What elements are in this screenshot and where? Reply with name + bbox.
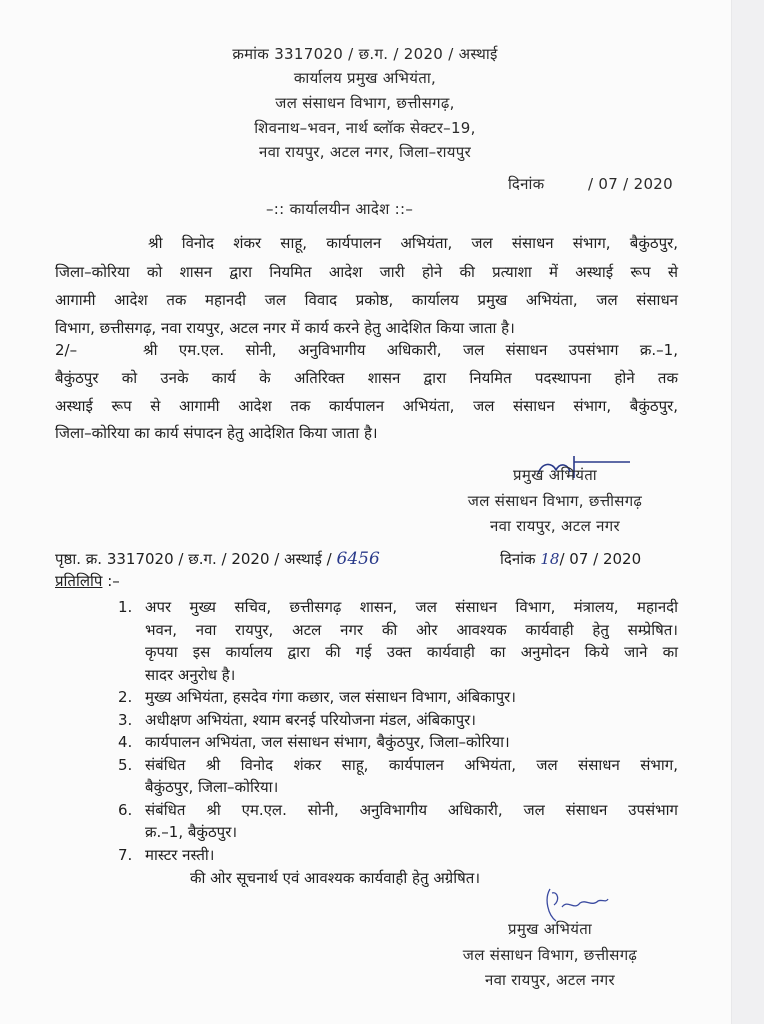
- text: आगामी आदेश तक महानदी जल विवाद प्रकोष्ठ, कार्यालय प्रमुख अभियंता, जल संसाधन: [55, 291, 678, 309]
- copy-list-number: 7.: [118, 845, 133, 864]
- copy-list-item-line: [145, 732, 510, 752]
- copy-list-item-line: [145, 642, 678, 662]
- order-title: [266, 199, 413, 219]
- paragraph-1-line: [55, 262, 678, 282]
- signatory-title-1: प्रमुख अभियंता: [513, 466, 597, 484]
- text: बैकुंठपुर, जिला–कोरिया।: [145, 778, 279, 796]
- address-line-1: शिवनाथ–भवन, नार्थ ब्लॉक सेक्टर–19,: [254, 119, 476, 137]
- text: सादर अनुरोध है।: [145, 665, 236, 684]
- endorsement-ref: [55, 549, 380, 569]
- copy-list-item-line: [145, 620, 678, 640]
- copy-list-number: 5.: [118, 755, 133, 774]
- text: क्र.–1, बैकुंठपुर।: [145, 823, 238, 841]
- text: संबंधित श्री एम.एल. सोनी, अनुविभागीय अधिकारी, जल संसाधन उपसंभाग: [145, 800, 678, 819]
- text: भवन, नवा रायपुर, अटल नगर की ओर आवश्यक कार्यवाही हेतु सम्प्रेषित।: [145, 620, 678, 639]
- copy-suffix: :–: [102, 572, 120, 590]
- text: मास्टर नस्ती।: [145, 845, 215, 864]
- endorsement-date: [500, 549, 641, 569]
- text: श्री एम.एल. सोनी, अनुविभागीय अधिकारी, जल संसाधन उपसंभाग क्र.–1,: [143, 341, 678, 359]
- paragraph-2-marker: 2/–: [55, 341, 78, 359]
- department-name: जल संसाधन विभाग, छत्तीसगढ़,: [275, 94, 455, 112]
- endorsement-ref-text: पृष्ठा. क्र. 3317020 / छ.ग. / 2020 / अस्थाई /: [55, 550, 332, 568]
- order-title-text: –:: कार्यालयीन आदेश ::–: [266, 200, 414, 218]
- office-name: कार्यालय प्रमुख अभियंता,: [293, 69, 437, 87]
- text: अस्थाई रूप से आगामी आदेश तक कार्यपालन अभियंता, जल संसाधन संभाग, बैकुंठपुर,: [55, 397, 678, 415]
- copy-list-item-line: [145, 845, 214, 865]
- text: जिला–कोरिया को शासन द्वारा नियमित आदेश जारी होने की प्रत्याशा में अस्थाई रूप से: [55, 263, 678, 281]
- copy-list-number: 4.: [118, 733, 133, 751]
- signatory-title-2: प्रमुख अभियंता: [508, 920, 592, 938]
- paragraph-2-line: [143, 340, 678, 360]
- endorsement-date-rest: / 07 / 2020: [559, 550, 642, 568]
- copy-list-item-line: [145, 665, 235, 685]
- text: संबंधित श्री विनोद शंकर साहू, कार्यपालन अभियंता, जल संसाधन संभाग,: [145, 755, 678, 774]
- date-value: / 07 / 2020: [588, 175, 673, 193]
- handwritten-dispatch-number: 6456: [336, 549, 380, 569]
- date-label: दिनांक: [508, 175, 545, 193]
- signatory-place-1: नवा रायपुर, अटल नगर: [490, 517, 620, 535]
- copy-list-item-line: [145, 800, 678, 820]
- signatory-place-2: नवा रायपुर, अटल नगर: [485, 971, 615, 989]
- endorsement-date-label: दिनांक: [500, 550, 536, 568]
- forward-note: की ओर सूचनार्थ एवं आवश्यक कार्यवाही हेतु अग्रेषित।: [190, 869, 481, 887]
- copy-list-item-line: [145, 710, 476, 730]
- text: अधीक्षण अभियंता, श्याम बरनई परियोजना मंडल, अंबिकापुर।: [145, 710, 476, 729]
- copy-list-item-line: [145, 597, 678, 617]
- copy-list-item-line: [145, 687, 516, 707]
- paragraph-2-line: [55, 396, 678, 416]
- paragraph-1-line: विभाग, छत्तीसगढ़, नवा रायपुर, अटल नगर में कार्य करने हेतु आदेशित किया जाता है।: [55, 319, 515, 337]
- copy-heading: [55, 571, 120, 591]
- order-number: क्रमांक 3317020 / छ.ग. / 2020 / अस्थाई: [232, 45, 498, 63]
- text: श्री विनोद शंकर साहू, कार्यपालन अभियंता, जल संसाधन संभाग, बैकुंठपुर,: [148, 234, 678, 252]
- copy-list-item-line: [145, 822, 237, 842]
- paragraph-2-line: जिला–कोरिया का कार्य संपादन हेतु आदेशित किया जाता है।: [55, 424, 378, 442]
- address-line-2: नवा रायपुर, अटल नगर, जिला–रायपुर: [258, 143, 472, 161]
- signatory-dept-2: जल संसाधन विभाग, छत्तीसगढ़: [462, 946, 638, 964]
- copy-list-number: 6.: [118, 800, 133, 819]
- signatory-dept-1: जल संसाधन विभाग, छत्तीसगढ़: [467, 492, 643, 510]
- viewer-side-strip: [731, 0, 764, 1024]
- handwritten-day: 18: [540, 550, 560, 568]
- copy-list-item-line: [145, 755, 678, 775]
- text: कृपया इस कार्यालय द्वारा की गई उक्त कार्यवाही का अनुमोदन किये जाने का: [145, 643, 678, 661]
- paragraph-1-line: [55, 290, 678, 310]
- copy-list-number: 1.: [118, 598, 133, 616]
- text: बैकुंठपुर को उनके कार्य के अतिरिक्त शासन द्वारा नियमित पदस्थापना होने तक: [55, 369, 678, 387]
- copy-label: प्रतिलिपि: [55, 572, 103, 590]
- copy-list-number: 2.: [118, 688, 133, 706]
- paragraph-1-line: [148, 233, 678, 253]
- paragraph-2-line: [55, 368, 678, 388]
- text: अपर मुख्य सचिव, छत्तीसगढ़ शासन, जल संसाधन विभाग, मंत्रालय, महानदी: [145, 598, 678, 616]
- text: कार्यपालन अभियंता, जल संसाधन संभाग, बैकुंठपुर, जिला–कोरिया।: [145, 733, 510, 751]
- text: मुख्य अभियंता, हसदेव गंगा कछार, जल संसाधन विभाग, अंबिकापुर।: [145, 688, 516, 706]
- copy-list-item-line: [145, 777, 278, 797]
- copy-list-number: 3.: [118, 710, 133, 729]
